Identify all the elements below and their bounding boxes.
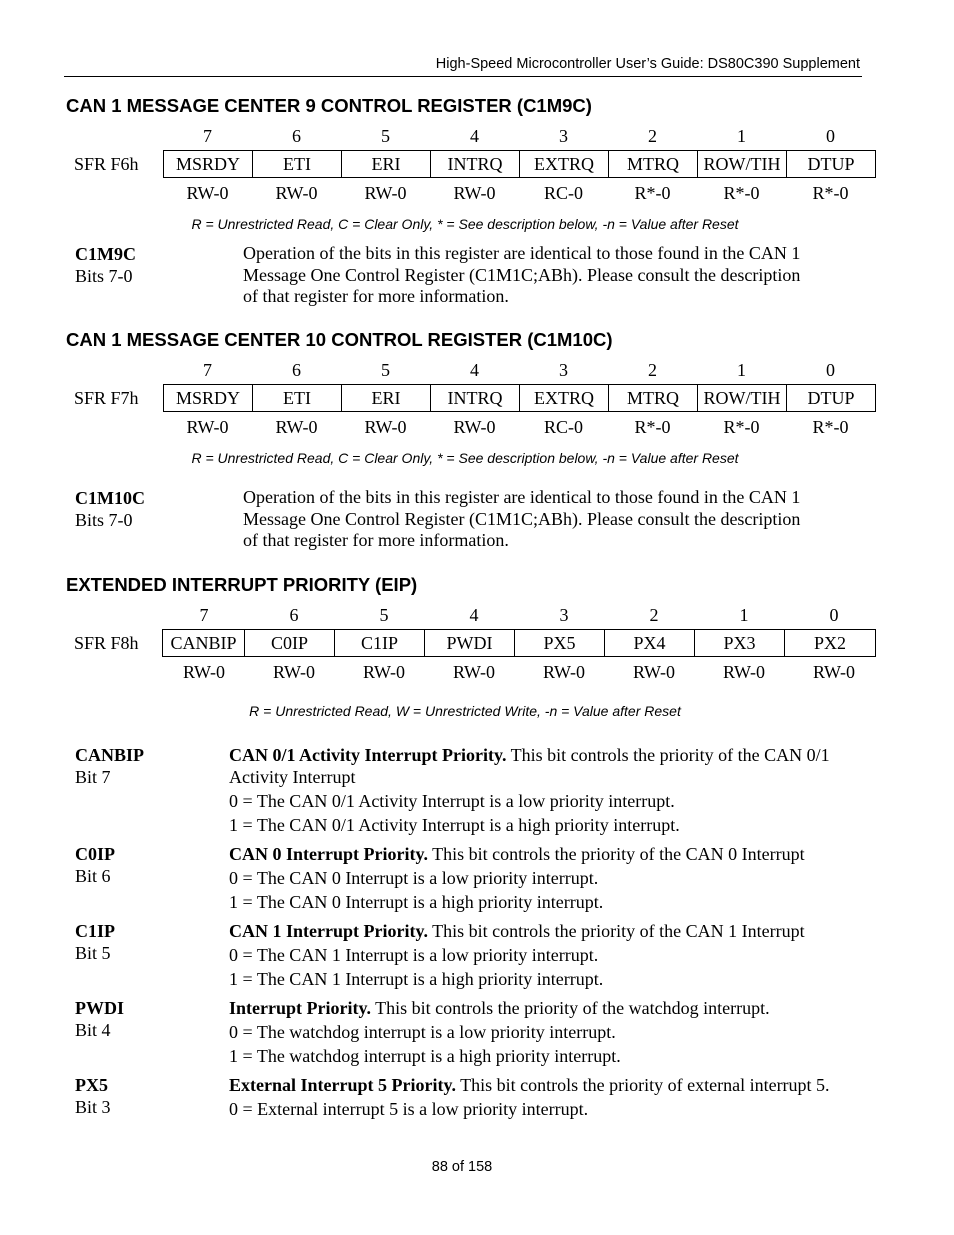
bit-number: 2 [649, 605, 659, 625]
register-bit-cell: C1IP [335, 630, 425, 656]
value-1-desc: 1 = The watchdog interrupt is a high priority interrupt. [229, 1046, 621, 1066]
field-name: C0IP [75, 844, 115, 864]
field-name: C1M10C [75, 488, 145, 508]
bit-number: 6 [289, 605, 299, 625]
bit-number: 7 [199, 605, 209, 625]
register-bit-cell: EXTRQ [520, 385, 609, 411]
register-bit-cell: PX3 [695, 630, 785, 656]
bit-number: 0 [826, 360, 835, 380]
description-line: Message One Control Register (C1M1C;ABh). Please consult the description [243, 508, 801, 529]
reset-value: RW-0 [812, 662, 855, 682]
reset-value: RW-0 [272, 662, 315, 682]
field-name-block [75, 744, 144, 788]
value-0-desc: 0 = External interrupt 5 is a low priority interrupt. [229, 1099, 589, 1119]
register-bit-cell: ROW/TIH [698, 151, 787, 177]
section-title-c1m10c: CAN 1 MESSAGE CENTER 10 CONTROL REGISTER (C1M10C) [66, 329, 613, 350]
field-heading: CAN 0 Interrupt Priority. [229, 844, 428, 864]
field-bit: Bit 6 [75, 866, 111, 886]
reset-value: RW-0 [186, 417, 229, 437]
sfr-address: SFR F7h [74, 388, 139, 408]
field-bit: Bit 4 [75, 1020, 111, 1040]
bit-number-row [159, 605, 879, 626]
register-bit-table [163, 384, 876, 412]
register-bit-cell: DTUP [807, 154, 855, 174]
field-name: CANBIP [75, 745, 145, 765]
bit-number: 7 [203, 126, 212, 146]
bit-number: 1 [737, 126, 746, 146]
field-summary: This bit controls the priority of the watchdog interrupt. [370, 998, 770, 1018]
reset-value: R*-0 [634, 183, 671, 203]
bit-number: 3 [559, 360, 568, 380]
bit-number: 2 [648, 126, 657, 146]
field-name-block [75, 1074, 111, 1118]
bit-number: 5 [379, 605, 389, 625]
description-line: of that register for more information. [243, 286, 509, 306]
reset-value: RW-0 [452, 662, 495, 682]
register-bit-cell: MSRDY [164, 385, 253, 411]
field-description [243, 487, 800, 552]
sfr-address: SFR F6h [74, 154, 139, 174]
reset-value-row [163, 183, 875, 204]
field-name-block [75, 487, 145, 531]
field-name-block [75, 997, 124, 1041]
bit-number: 1 [739, 605, 749, 625]
register-bit-cell: EXTRQ [520, 151, 609, 177]
bit-number: 1 [737, 360, 746, 380]
bit-number: 3 [559, 605, 569, 625]
bit-number: 4 [469, 605, 479, 625]
bit-number: 5 [381, 126, 390, 146]
field-heading: CAN 0/1 Activity Interrupt Priority. [229, 745, 507, 765]
reset-value: RW-0 [275, 417, 318, 437]
field-bits: Bits 7-0 [75, 266, 133, 286]
page-header [64, 54, 862, 77]
bit-number: 6 [292, 360, 301, 380]
reset-value-row [159, 662, 879, 683]
reset-value: RW-0 [453, 183, 496, 203]
field-bit: Bit 5 [75, 943, 111, 963]
value-0-desc: 0 = The watchdog interrupt is a low priority interrupt. [229, 1022, 616, 1042]
register-bit-table [163, 150, 876, 178]
header-title: High-Speed Microcontroller User’s Guide: DS80C390 Supplement [435, 56, 860, 72]
field-name-block [75, 843, 115, 887]
field-description [229, 997, 869, 1069]
register-legend: R = Unrestricted Read, C = Clear Only, * = See description below, -n = Value after Reset [191, 450, 739, 466]
reset-value: RW-0 [542, 662, 585, 682]
field-heading: CAN 1 Interrupt Priority. [229, 921, 428, 941]
register-bit-cell: MSRDY [164, 151, 253, 177]
register-bit-cell: CANBIP [163, 630, 245, 656]
register-bit-cell: DTUP [807, 388, 855, 408]
bit-number: 2 [648, 360, 657, 380]
description-line: of that register for more information. [243, 530, 509, 550]
register-bit-table [162, 629, 876, 657]
field-name-block [75, 243, 136, 287]
bit-number-row [163, 360, 875, 381]
value-1-desc: 1 = The CAN 0/1 Activity Interrupt is a high priority interrupt. [229, 815, 680, 835]
description-line: Message One Control Register (C1M1C;ABh). Please consult the description [243, 264, 801, 285]
reset-value: RW-0 [364, 183, 407, 203]
register-bit-cell: ERI [342, 151, 431, 177]
register-bit-cell: PX2 [813, 633, 846, 653]
field-summary: This bit controls the priority of external interrupt 5. [455, 1075, 830, 1095]
register-bit-cell: PX5 [515, 630, 605, 656]
field-summary: This bit controls the priority of the CAN 1 Interrupt [427, 921, 805, 941]
reset-value: R*-0 [812, 417, 849, 437]
sfr-address: SFR F8h [74, 633, 139, 653]
field-description [229, 744, 869, 838]
value-0-desc: 0 = The CAN 1 Interrupt is a low priority interrupt. [229, 945, 599, 965]
register-legend: R = Unrestricted Read, C = Clear Only, * = See description below, -n = Value after Reset [191, 216, 739, 232]
register-bit-cell: INTRQ [431, 151, 520, 177]
bit-number: 4 [470, 360, 479, 380]
register-bit-cell: ERI [342, 385, 431, 411]
reset-value: RW-0 [182, 662, 225, 682]
register-bit-cell: ETI [253, 151, 342, 177]
section-title-eip: EXTENDED INTERRUPT PRIORITY (EIP) [66, 574, 418, 595]
field-name: C1IP [75, 921, 115, 941]
register-legend: R = Unrestricted Read, W = Unrestricted Write, -n = Value after Reset [249, 703, 681, 719]
value-0-desc: 0 = The CAN 0 Interrupt is a low priority interrupt. [229, 868, 599, 888]
register-bit-cell: ROW/TIH [698, 385, 787, 411]
page-number: 88 of 158 [431, 1159, 493, 1175]
field-description [229, 843, 869, 915]
bit-number: 3 [559, 126, 568, 146]
reset-value: R*-0 [634, 417, 671, 437]
field-name: C1M9C [75, 244, 136, 264]
reset-value: R*-0 [812, 183, 849, 203]
reset-value: RW-0 [722, 662, 765, 682]
field-summary: This bit controls the priority of the CAN 0 Interrupt [427, 844, 805, 864]
description-line: Operation of the bits in this register are identical to those found in the CAN 1 [243, 487, 801, 507]
bit-number: 0 [829, 605, 839, 625]
value-1-desc: 1 = The CAN 1 Interrupt is a high priority interrupt. [229, 969, 604, 989]
field-description [243, 243, 800, 308]
field-summary-cont: Activity Interrupt [229, 767, 356, 787]
bit-number: 6 [292, 126, 301, 146]
field-description [229, 1074, 869, 1122]
register-bit-cell: ETI [253, 385, 342, 411]
reset-value: RW-0 [186, 183, 229, 203]
field-heading: Interrupt Priority. [229, 998, 371, 1018]
reset-value: R*-0 [723, 183, 760, 203]
reset-value-row [163, 417, 875, 438]
description-line: Operation of the bits in this register are identical to those found in the CAN 1 [243, 243, 801, 263]
value-1-desc: 1 = The CAN 0 Interrupt is a high priority interrupt. [229, 892, 604, 912]
bit-number: 7 [203, 360, 212, 380]
bit-number: 0 [826, 126, 835, 146]
field-summary: This bit controls the priority of the CAN 0/1 [506, 745, 830, 765]
reset-value: RW-0 [364, 417, 407, 437]
reset-value: R*-0 [723, 417, 760, 437]
reset-value: RC-0 [543, 183, 583, 203]
register-bit-cell: PX4 [605, 630, 695, 656]
field-name: PX5 [75, 1075, 108, 1095]
field-bit: Bit 3 [75, 1097, 111, 1117]
register-bit-cell: MTRQ [609, 151, 698, 177]
reset-value: RC-0 [543, 417, 583, 437]
bit-number: 4 [470, 126, 479, 146]
bit-number-row [163, 126, 875, 147]
register-bit-cell: C0IP [245, 630, 335, 656]
field-name: PWDI [75, 998, 124, 1018]
field-bit: Bit 7 [75, 767, 111, 787]
reset-value: RW-0 [453, 417, 496, 437]
field-name-block [75, 920, 115, 964]
reset-value: RW-0 [362, 662, 405, 682]
register-bit-cell: INTRQ [431, 385, 520, 411]
section-title-c1m9c: CAN 1 MESSAGE CENTER 9 CONTROL REGISTER (C1M9C) [66, 95, 592, 116]
field-description [229, 920, 869, 992]
value-0-desc: 0 = The CAN 0/1 Activity Interrupt is a low priority interrupt. [229, 791, 675, 811]
reset-value: RW-0 [632, 662, 675, 682]
bit-number: 5 [381, 360, 390, 380]
register-bit-cell: PWDI [425, 630, 515, 656]
field-bits: Bits 7-0 [75, 510, 133, 530]
register-bit-cell: MTRQ [609, 385, 698, 411]
reset-value: RW-0 [275, 183, 318, 203]
field-heading: External Interrupt 5 Priority. [229, 1075, 456, 1095]
